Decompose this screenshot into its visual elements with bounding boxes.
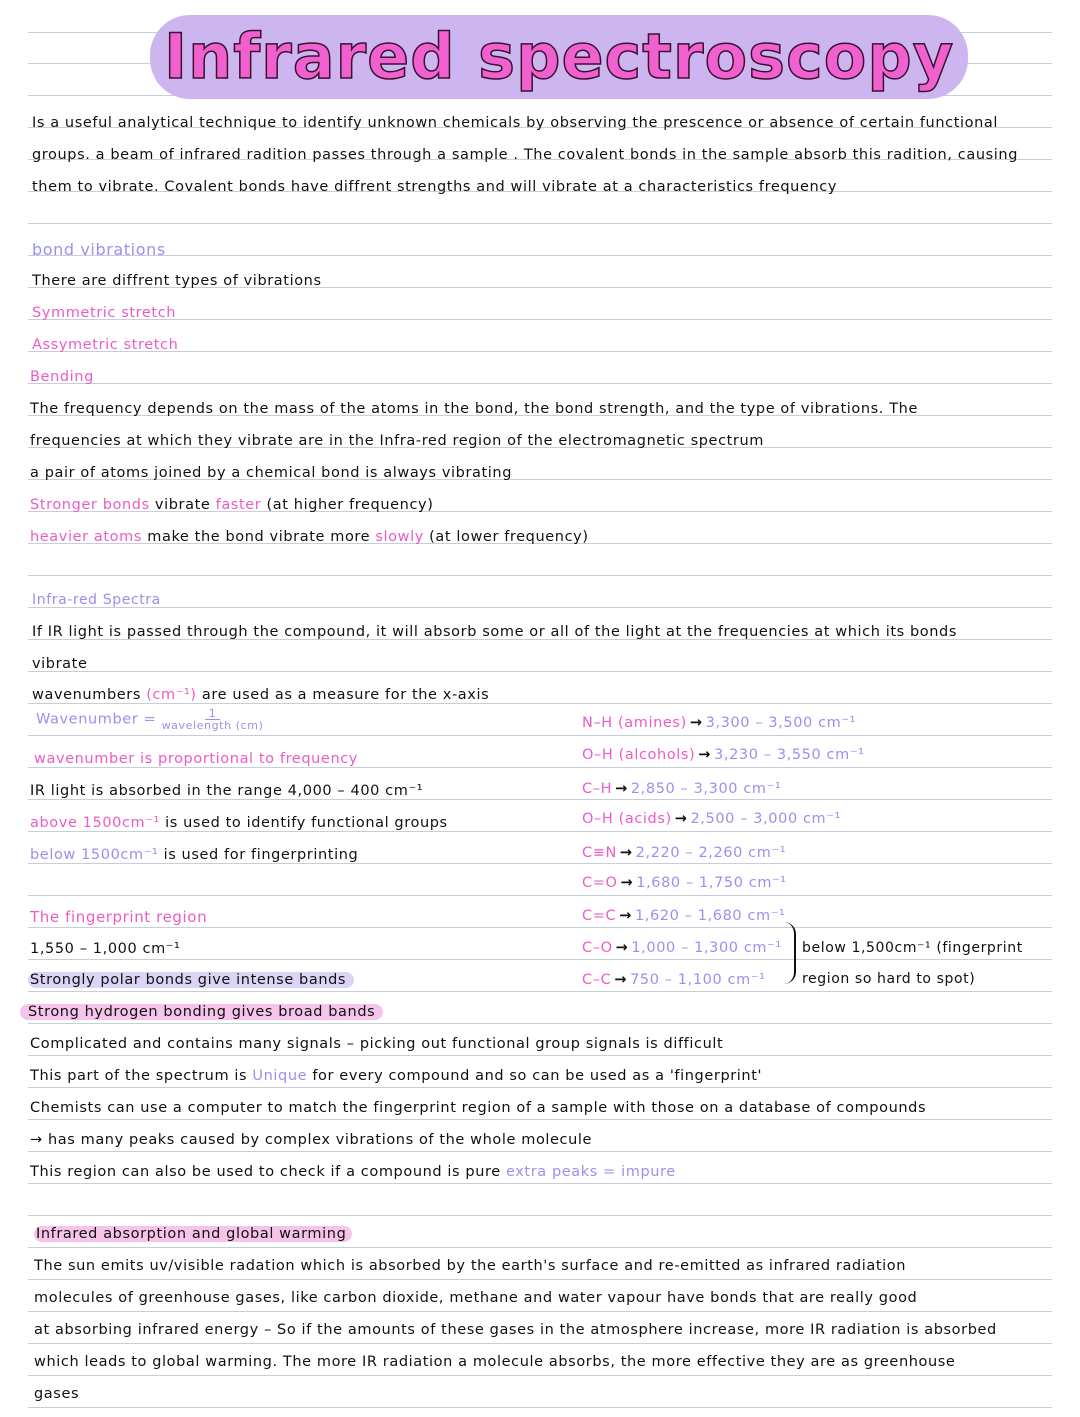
arrow-icon: → <box>620 875 634 891</box>
curly-brace-icon <box>780 922 796 984</box>
bond-vibrations-intro: There are diffrent types of vibrations <box>32 273 322 289</box>
global-warming-line: gases <box>34 1386 80 1402</box>
text: make the bond vibrate more <box>142 529 376 545</box>
heavier-atoms-term: heavier atoms <box>30 529 143 545</box>
section-heading-global-warming <box>34 1224 352 1244</box>
stronger-bonds-line <box>30 495 433 515</box>
bond-label: C–O <box>582 940 613 956</box>
frequency-line: frequencies at which they vibrate are in the Infra-red region of the electromagnetic spectrum <box>30 433 764 449</box>
rule-line <box>28 895 1052 896</box>
arrow-icon: → <box>689 715 703 731</box>
rule-line <box>28 351 1052 352</box>
vibration-type: Assymetric stretch <box>32 337 179 353</box>
fingerprint-polar <box>28 970 354 990</box>
rule-line <box>28 1375 1052 1376</box>
rule-line <box>28 223 1052 224</box>
bond-row <box>582 906 785 926</box>
bond-range: 2,220 – 2,260 cm⁻¹ <box>635 845 787 861</box>
rule-line <box>28 735 1052 736</box>
highlighted-text: Strongly polar bonds give intense bands <box>28 972 354 988</box>
rule-line <box>28 255 1052 256</box>
fingerprint-unique-line <box>30 1066 762 1086</box>
bond-row <box>582 779 781 799</box>
global-warming-line: molecules of greenhouse gases, like carbon dioxide, methane and water vapour have bonds that are really good <box>34 1290 918 1306</box>
rule-line <box>28 991 1052 992</box>
bond-range: 2,500 – 3,000 cm⁻¹ <box>690 811 841 827</box>
bond-row <box>582 873 787 893</box>
bond-row <box>582 843 786 863</box>
arrow-icon: → <box>674 811 688 827</box>
slowly-term: slowly <box>375 529 424 545</box>
bond-range: 1,680 – 1,750 cm⁻¹ <box>636 875 787 891</box>
rule-line <box>28 1055 1052 1056</box>
unit-cm-inverse: (cm⁻¹) <box>146 687 197 703</box>
rule-line <box>28 1215 1052 1216</box>
formula-numerator: 1 <box>205 708 221 720</box>
intro-line: groups. a beam of infrared radition passes through a sample . The covalent bonds in the sample absorb this radition, causing <box>32 147 1018 163</box>
arrow-icon: → <box>619 908 632 924</box>
pair-line: a pair of atoms joined by a chemical bond is always vibrating <box>30 465 513 481</box>
rule-line <box>28 1407 1052 1408</box>
bond-range: 1,000 – 1,300 cm⁻¹ <box>631 940 782 956</box>
text: (at higher frequency) <box>261 497 434 513</box>
fingerprint-range: 1,550 – 1,000 cm⁻¹ <box>30 941 181 957</box>
bond-label: C–H <box>582 781 613 797</box>
bond-label: N–H (amines) <box>582 715 687 731</box>
section-heading-fingerprint: The fingerprint region <box>30 908 208 926</box>
rule-line <box>28 1279 1052 1280</box>
bond-label: C–C <box>582 972 612 988</box>
rule-line <box>28 1311 1052 1312</box>
bond-range: 1,620 – 1,680 cm⁻¹ <box>634 908 786 924</box>
global-warming-line: The sun emits uv/visible radation which is absorbed by the earth's surface and re-emitted as infrared radiation <box>34 1258 907 1274</box>
wavenumber-formula <box>36 708 263 731</box>
stronger-bonds-term: Stronger bonds <box>30 497 150 513</box>
arrow-icon: → <box>615 781 628 797</box>
fingerprint-pure-line <box>30 1162 676 1182</box>
above-term: above 1500cm⁻¹ <box>30 815 160 831</box>
bond-row <box>582 809 841 829</box>
bond-label: C≡N <box>582 845 617 861</box>
above-line <box>30 813 448 833</box>
brace-note-line: below 1,500cm⁻¹ (fingerprint <box>802 940 1023 956</box>
page-title <box>150 12 968 102</box>
range-line: IR light is absorbed in the range 4,000 – 400 cm⁻¹ <box>30 783 424 799</box>
brace-note-line: region so hard to spot) <box>802 971 976 987</box>
impure-note: extra peaks = impure <box>505 1164 676 1180</box>
section-heading-bond-vibrations: bond vibrations <box>32 240 166 259</box>
bond-range: 3,230 – 3,550 cm⁻¹ <box>714 747 865 763</box>
ir-line: vibrate <box>32 656 88 672</box>
section-heading-ir-spectra: Infra-red Spectra <box>32 592 161 608</box>
proportional-line: wavenumber is proportional to frequency <box>34 751 358 767</box>
bond-label: C=C <box>582 908 617 924</box>
fingerprint-line: Chemists can use a computer to match the fingerprint region of a sample with those on a database of compounds <box>30 1100 927 1116</box>
rule-line <box>28 1119 1052 1120</box>
text: is used to identify functional groups <box>159 815 448 831</box>
arrow-icon: → <box>698 747 712 763</box>
bond-range: 2,850 – 3,300 cm⁻¹ <box>630 781 782 797</box>
rule-line <box>28 1023 1052 1024</box>
rule-line <box>28 383 1052 384</box>
global-warming-line: which leads to global warming. The more IR radiation a molecule absorbs, the more effective they are as greenhouse <box>34 1354 956 1370</box>
highlighted-text: Strong hydrogen bonding gives broad bands <box>20 1004 383 1020</box>
bond-row <box>582 745 865 765</box>
text: wavenumbers <box>32 687 147 703</box>
bond-range: 3,300 – 3,500 cm⁻¹ <box>705 715 857 731</box>
fingerprint-line: → has many peaks caused by complex vibrations of the whole molecule <box>30 1132 593 1148</box>
bond-row <box>582 713 856 733</box>
below-line <box>30 845 358 865</box>
rule-line <box>28 1247 1052 1248</box>
fingerprint-line: Complicated and contains many signals – picking out functional group signals is difficult <box>30 1036 724 1052</box>
vibration-type: Bending <box>30 369 94 385</box>
rule-line <box>28 1087 1052 1088</box>
wavenumbers-line <box>32 685 489 705</box>
rule-line <box>28 575 1052 576</box>
bond-row <box>582 970 766 990</box>
rule-line <box>28 959 1052 960</box>
formula-denominator: wavelength (cm) <box>161 719 264 732</box>
rule-line <box>28 1151 1052 1152</box>
fingerprint-hydrogen <box>30 1002 383 1022</box>
faster-term: faster <box>215 497 262 513</box>
heavier-atoms-line <box>30 527 589 547</box>
text: This part of the spectrum is <box>30 1068 253 1084</box>
page-title-text: Infrared spectroscopy <box>150 15 968 99</box>
text: vibrate <box>149 497 216 513</box>
global-warming-line: at absorbing infrared energy – So if the amounts of these gases in the atmosphere increase, more IR radiation is absorbed <box>34 1322 997 1338</box>
text: (at lower frequency) <box>423 529 589 545</box>
formula-fraction <box>162 708 264 731</box>
bond-label: O–H (acids) <box>582 811 672 827</box>
rule-line <box>28 319 1052 320</box>
formula-lhs: Wavenumber = <box>36 711 162 728</box>
text: This region can also be used to check if a compound is pure <box>30 1164 506 1180</box>
bond-range: 750 – 1,100 cm⁻¹ <box>630 972 766 988</box>
intro-line: them to vibrate. Covalent bonds have diffrent strengths and will vibrate at a characteristics frequency <box>32 179 838 195</box>
bond-row <box>582 938 782 958</box>
rule-line <box>28 1343 1052 1344</box>
bond-label: O–H (alcohols) <box>582 747 696 763</box>
text: is used for fingerprinting <box>158 847 359 863</box>
highlighted-heading: Infrared absorption and global warming <box>34 1226 352 1242</box>
vibration-type: Symmetric stretch <box>32 305 177 321</box>
arrow-icon: → <box>619 845 633 861</box>
rule-line <box>28 671 1052 672</box>
arrow-icon: → <box>615 940 629 956</box>
intro-line: Is a useful analytical technique to identify unknown chemicals by observing the prescence or absence of certain functional <box>32 115 998 131</box>
rule-line <box>28 1183 1052 1184</box>
text: are used as a measure for the x-axis <box>196 687 490 703</box>
text: for every compound and so can be used as a 'fingerprint' <box>307 1068 763 1084</box>
unique-term: Unique <box>252 1068 308 1084</box>
rule-line <box>28 607 1052 608</box>
rule-line <box>28 927 1052 928</box>
bond-label: C=O <box>582 875 618 891</box>
ir-line: If IR light is passed through the compound, it will absorb some or all of the light at the frequencies at which its bonds <box>32 624 958 640</box>
frequency-line: The frequency depends on the mass of the atoms in the bond, the bond strength, and the type of vibrations. The <box>30 401 918 417</box>
below-term: below 1500cm⁻¹ <box>30 847 159 863</box>
arrow-icon: → <box>614 972 628 988</box>
